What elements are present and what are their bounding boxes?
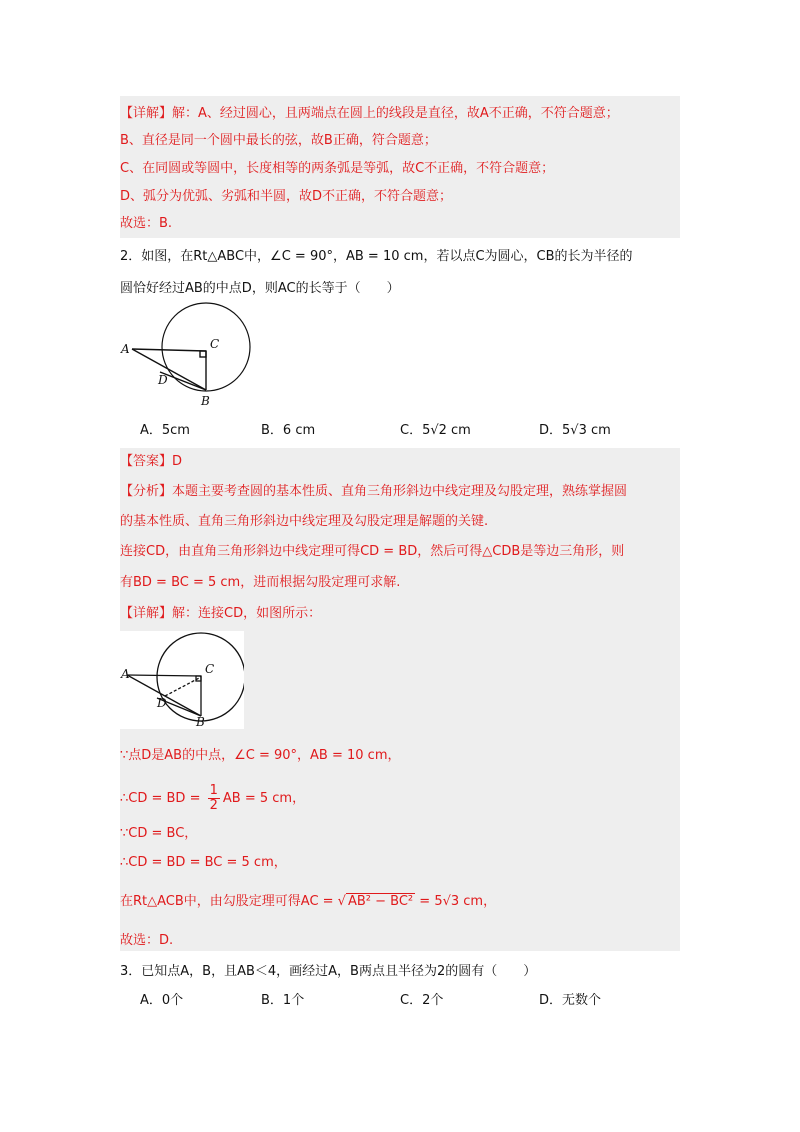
label-c: C [210,337,220,351]
detail-figure [120,631,244,729]
q3-option-c[interactable]: C．2个 [400,993,444,1008]
answer-line: 【答案】D [120,454,183,469]
analysis-line-1: 【分析】本题主要考查圆的基本性质、直角三角形斜边中线定理及勾股定理，熟练掌握圆 [120,484,628,499]
question-2-figure [118,300,258,410]
label-d: D [158,373,168,387]
option-a[interactable]: A．5cm [140,423,190,438]
detail-line-4: D、弧分为优弧、劣弧和半圆，故D不正确，不符合题意； [120,189,453,204]
detail-label-d: D [157,696,167,710]
option-d[interactable]: D．5√3 cm [539,423,611,438]
proof-line-2: ∴CD = BD = $\frac{1}{2}$ AB = 5 cm， [120,783,306,813]
proof-line-4: ∴CD = BD = BC = 5 cm， [120,855,287,870]
choose-line: 故选：D. [120,933,174,948]
detail-q2-line-1: 【详解】解：连接CD，如图所示： [120,606,322,621]
question-3: 3．已知点A，B，且AB＜4，画经过A，B两点且半径为2的圆有（ ） [120,964,537,979]
detail-label-c: C [205,662,215,676]
proof-line-5: 在Rt△ACB中，由勾股定理可得AC = √ AB² − BC² = 5√3 cm， [120,894,497,909]
detail-line-3: C、在同圆或等圆中，长度相等的两条弧是等弧，故C不正确，不符合题意； [120,161,555,176]
option-b[interactable]: B．6 cm [261,423,316,438]
detail-label-b: B [196,715,205,729]
option-c[interactable]: C．5√2 cm [400,423,471,438]
q3-option-a[interactable]: A．0个 [140,993,184,1008]
q3-option-b[interactable]: B．1个 [261,993,305,1008]
question-2-line-1: 2．如图，在Rt△ABC中，∠C = 90°，AB = 10 cm，若以点C为圆心，CB的长为半径的 [120,249,633,264]
analysis-line-3: 连接CD，由直角三角形斜边中线定理可得CD = BD，然后可得△CDB是等边三角形，则 [120,544,625,559]
detail-label-a: A [121,667,130,681]
q3-option-d[interactable]: D．无数个 [539,993,602,1008]
proof-line-3: ∵CD = BC， [120,826,198,841]
detail-line-1: 【详解】解：A、经过圆心，且两端点在圆上的线段是直径，故A不正确，不符合题意； [120,106,619,121]
label-a: A [121,342,130,356]
question-2-line-2: 圆恰好经过AB的中点D，则AC的长等于（ ） [120,281,400,296]
analysis-line-4: 有BD = BC = 5 cm，进而根据勾股定理可求解. [120,575,401,590]
detail-line-2: B、直径是同一个圆中最长的弦，故B正确，符合题意； [120,133,437,148]
label-b: B [201,394,210,408]
analysis-line-2: 的基本性质、直角三角形斜边中线定理及勾股定理是解题的关键. [120,514,489,529]
detail-line-5: 故选：B. [120,216,173,231]
proof-line-1: ∵点D是AB的中点，∠C = 90°，AB = 10 cm， [120,748,401,763]
